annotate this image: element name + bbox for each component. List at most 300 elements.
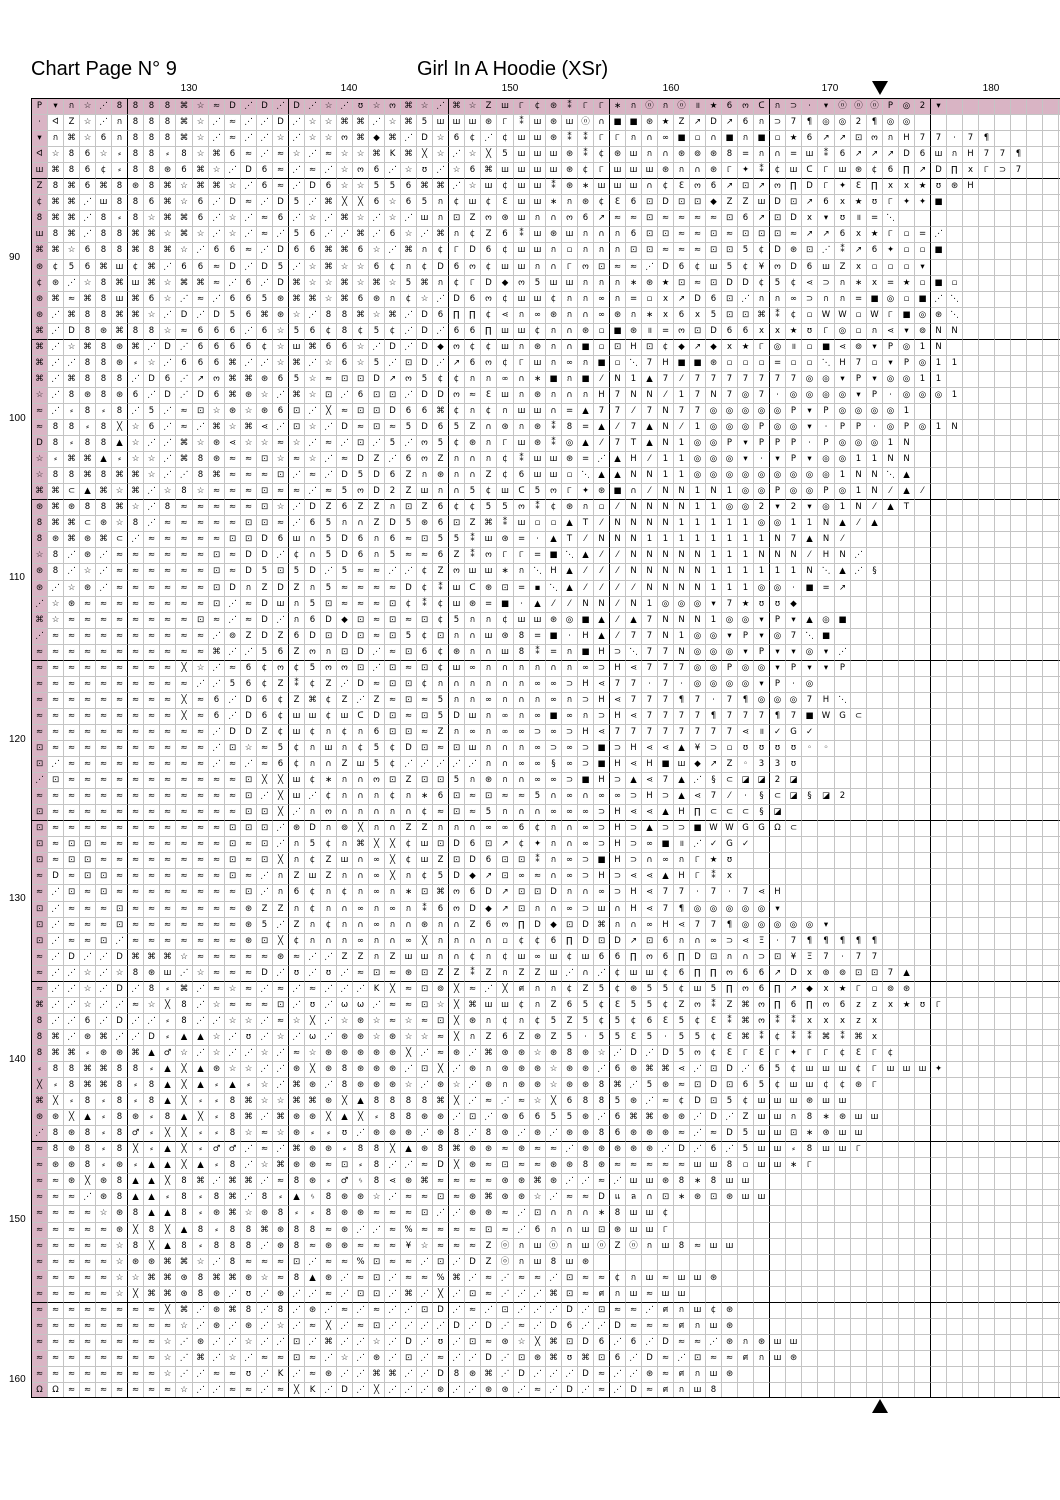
stitch-cell: ★ bbox=[785, 323, 801, 339]
stitch-cell: 8 bbox=[47, 419, 63, 435]
stitch-cell: 8 bbox=[95, 371, 111, 387]
stitch-cell: H bbox=[577, 676, 593, 692]
stitch-cell: ◎ bbox=[753, 917, 769, 933]
stitch-cell: 8 bbox=[192, 451, 208, 467]
stitch-cell: N bbox=[801, 563, 817, 580]
stitch-cell bbox=[801, 1238, 817, 1254]
stitch-cell: ≈ bbox=[272, 1254, 288, 1270]
stitch-cell: Z bbox=[320, 676, 336, 692]
stitch-cell: ⋰ bbox=[288, 515, 304, 531]
stitch-cell: ◎ bbox=[753, 403, 769, 419]
stitch-cell: D bbox=[416, 419, 432, 435]
stitch-cell: ⋖ bbox=[657, 740, 673, 756]
stitch-cell: ⊛ bbox=[609, 1222, 625, 1238]
stitch-cell: ¢ bbox=[496, 612, 513, 628]
stitch-cell: ୮ bbox=[882, 194, 898, 210]
stitch-cell bbox=[1010, 387, 1026, 403]
stitch-cell: ʊ bbox=[753, 740, 769, 756]
stitch-cell: ⸗ bbox=[192, 1238, 208, 1254]
stitch-cell bbox=[689, 1205, 705, 1222]
stitch-cell: ⋰ bbox=[127, 531, 143, 547]
stitch-cell: ≈ bbox=[79, 1302, 95, 1318]
stitch-cell: ⋰ bbox=[464, 1125, 480, 1141]
stitch-cell: ⊂ bbox=[705, 804, 721, 820]
stitch-cell bbox=[1042, 676, 1058, 692]
stitch-cell bbox=[946, 1173, 962, 1189]
stitch-cell bbox=[1042, 1093, 1058, 1109]
stitch-cell: 7 bbox=[657, 371, 673, 387]
stitch-cell: ☆ bbox=[304, 130, 320, 146]
stitch-cell: ╳ bbox=[448, 1093, 464, 1109]
stitch-cell: ก bbox=[545, 820, 561, 836]
stitch-cell: P bbox=[834, 660, 850, 676]
stitch-cell: ш bbox=[513, 949, 529, 965]
stitch-cell: ⌘ bbox=[336, 210, 352, 226]
stitch-cell: ≈ bbox=[31, 419, 47, 435]
stitch-cell: D bbox=[224, 724, 240, 740]
stitch-cell bbox=[1042, 1157, 1058, 1173]
stitch-cell bbox=[994, 291, 1010, 307]
stitch-cell bbox=[898, 949, 914, 965]
stitch-cell: ⸗ bbox=[79, 1045, 95, 1061]
stitch-cell: ⋰ bbox=[480, 130, 496, 146]
stitch-cell: ⊡ bbox=[256, 804, 272, 820]
stitch-cell: ⊃ bbox=[561, 772, 577, 788]
stitch-cell bbox=[866, 596, 882, 612]
stitch-cell: ⊡ bbox=[256, 515, 272, 531]
stitch-cell: ⌘ bbox=[175, 451, 192, 467]
stitch-cell: ⋅ bbox=[769, 387, 785, 403]
stitch-cell: 6 bbox=[432, 788, 448, 804]
stitch-cell: 7 bbox=[721, 708, 737, 724]
stitch-cell bbox=[978, 1029, 994, 1045]
stitch-cell bbox=[817, 820, 834, 836]
stitch-cell: ⋰ bbox=[256, 1061, 272, 1077]
stitch-cell: ⋰ bbox=[272, 836, 288, 852]
stitch-cell: ⋰ bbox=[432, 756, 448, 772]
stitch-cell: 8 bbox=[513, 628, 529, 644]
stitch-cell: ก bbox=[320, 884, 336, 901]
stitch-cell: ⁑ bbox=[529, 499, 545, 515]
stitch-cell: ≈ bbox=[513, 1157, 529, 1173]
stitch-cell: ≈ bbox=[95, 708, 111, 724]
stitch-cell: ⊡ bbox=[224, 531, 240, 547]
stitch-cell: 7 bbox=[978, 146, 994, 162]
stitch-cell: ▾ bbox=[753, 612, 769, 628]
stitch-cell: ⌘ bbox=[288, 1093, 304, 1109]
stitch-cell: ≈ bbox=[320, 371, 336, 387]
stitch-cell: ⋰ bbox=[304, 483, 320, 499]
stitch-cell: ≈ bbox=[529, 1157, 545, 1173]
stitch-cell: ⊛ bbox=[561, 1157, 577, 1173]
stitch-cell bbox=[946, 836, 962, 852]
stitch-cell: 8 bbox=[127, 1061, 143, 1077]
stitch-cell: P bbox=[769, 612, 785, 628]
stitch-cell bbox=[882, 884, 898, 901]
stitch-cell bbox=[914, 531, 930, 547]
stitch-cell bbox=[801, 868, 817, 884]
stitch-cell: ☆ bbox=[432, 130, 448, 146]
stitch-cell: ⋅ bbox=[785, 676, 801, 692]
stitch-cell: ⊡ bbox=[480, 836, 496, 852]
stitch-cell: ω bbox=[304, 1029, 320, 1045]
stitch-cell: ¢ bbox=[609, 1270, 625, 1286]
stitch-cell: ¢ bbox=[448, 194, 464, 210]
stitch-cell: ⋰ bbox=[159, 307, 175, 323]
stitch-cell: ◪ bbox=[737, 772, 753, 788]
stitch-cell: ⋰ bbox=[256, 114, 272, 130]
row-label-110: 110 bbox=[9, 572, 25, 583]
stitch-cell: ■ bbox=[609, 114, 625, 130]
stitch-cell: ⁄ bbox=[609, 547, 625, 563]
stitch-cell: ⊃ bbox=[657, 788, 673, 804]
stitch-cell bbox=[994, 547, 1010, 563]
stitch-cell: ☆ bbox=[352, 355, 368, 371]
stitch-cell bbox=[962, 1029, 978, 1045]
stitch-cell bbox=[1010, 1045, 1026, 1061]
stitch-cell bbox=[930, 772, 946, 788]
stitch-cell: ก bbox=[368, 949, 384, 965]
stitch-cell: ∞ bbox=[561, 740, 577, 756]
stitch-cell: ∞ bbox=[352, 933, 368, 949]
stitch-cell bbox=[866, 628, 882, 644]
stitch-cell: ⋰ bbox=[288, 804, 304, 820]
stitch-cell: ↗ bbox=[689, 114, 705, 130]
stitch-cell: 2 bbox=[769, 772, 785, 788]
stitch-cell: ⊛ bbox=[111, 1045, 127, 1061]
stitch-cell bbox=[1042, 820, 1058, 836]
stitch-cell: 6 bbox=[192, 323, 208, 339]
stitch-cell bbox=[914, 804, 930, 820]
stitch-cell: N bbox=[641, 467, 657, 483]
stitch-cell: ◎ bbox=[721, 612, 737, 628]
stitch-cell: ୮ bbox=[850, 1141, 866, 1157]
stitch-cell: 1 bbox=[850, 451, 866, 467]
stitch-cell: ⊛ bbox=[384, 1077, 400, 1093]
stitch-cell: ≈ bbox=[63, 917, 79, 933]
stitch-cell: Z bbox=[721, 756, 737, 772]
stitch-cell: ก bbox=[769, 98, 785, 114]
stitch-cell bbox=[930, 451, 946, 467]
stitch-cell: ¢ bbox=[593, 997, 609, 1013]
stitch-cell: ≈ bbox=[175, 628, 192, 644]
stitch-cell: D bbox=[930, 162, 946, 178]
stitch-cell bbox=[817, 724, 834, 740]
stitch-cell: 7 bbox=[994, 146, 1010, 162]
stitch-cell: 8 bbox=[63, 387, 79, 403]
stitch-cell: ¢ bbox=[513, 933, 529, 949]
stitch-cell: แ bbox=[609, 1189, 625, 1205]
stitch-cell: ⊡ bbox=[384, 660, 400, 676]
stitch-cell bbox=[1026, 146, 1042, 162]
stitch-cell: x bbox=[882, 178, 898, 194]
stitch-cell: ≈ bbox=[31, 403, 47, 419]
stitch-cell: ⊛ bbox=[79, 547, 95, 563]
stitch-cell: 5 bbox=[304, 660, 320, 676]
stitch-cell: ⊛ bbox=[159, 162, 175, 178]
stitch-cell: 6 bbox=[914, 146, 930, 162]
stitch-cell: 6 bbox=[224, 323, 240, 339]
stitch-cell bbox=[834, 836, 850, 852]
stitch-cell: ⁄ bbox=[625, 403, 641, 419]
stitch-cell: ☆ bbox=[240, 1013, 256, 1029]
stitch-cell: ш bbox=[529, 467, 545, 483]
stitch-cell: 6 bbox=[609, 1061, 625, 1077]
stitch-cell: ⋰ bbox=[208, 628, 224, 644]
stitch-cell: ⋅ bbox=[31, 114, 47, 130]
stitch-cell: ⋖ bbox=[625, 868, 641, 884]
stitch-cell: ⋰ bbox=[336, 98, 352, 114]
stitch-cell: 8 bbox=[47, 467, 63, 483]
stitch-cell: ⋰ bbox=[448, 756, 464, 772]
stitch-cell: ↗ bbox=[753, 210, 769, 226]
stitch-cell: ≈ bbox=[63, 628, 79, 644]
stitch-cell bbox=[1026, 259, 1042, 275]
stitch-cell: ≈ bbox=[464, 804, 480, 820]
stitch-cell: ш bbox=[657, 1238, 673, 1254]
stitch-cell: ⊡ bbox=[272, 467, 288, 483]
stitch-cell: ≈ bbox=[95, 804, 111, 820]
stitch-cell: ▾ bbox=[769, 644, 785, 660]
stitch-cell: 8 bbox=[368, 1173, 384, 1189]
stitch-cell: ⋖ bbox=[641, 901, 657, 917]
stitch-cell: ◎ bbox=[866, 435, 882, 451]
stitch-cell: ⊡ bbox=[769, 226, 785, 242]
stitch-cell: 5 bbox=[256, 291, 272, 307]
stitch-cell bbox=[1010, 1141, 1026, 1157]
stitch-cell: ▲ bbox=[224, 1077, 240, 1093]
stitch-cell: ୮ bbox=[817, 323, 834, 339]
stitch-cell: ≈ bbox=[400, 997, 416, 1013]
stitch-cell: ≈ bbox=[127, 901, 143, 917]
stitch-cell: ≈ bbox=[689, 275, 705, 291]
stitch-cell bbox=[962, 756, 978, 772]
stitch-cell bbox=[1042, 1254, 1058, 1270]
stitch-cell: ≈ bbox=[175, 515, 192, 531]
stitch-cell bbox=[882, 740, 898, 756]
stitch-cell: 1 bbox=[705, 612, 721, 628]
stitch-cell: ≈ bbox=[192, 740, 208, 756]
stitch-cell: ⋰ bbox=[192, 242, 208, 259]
stitch-cell: ∩ bbox=[769, 146, 785, 162]
stitch-cell: ⋰ bbox=[625, 1077, 641, 1093]
stitch-cell: ⋅ bbox=[882, 387, 898, 403]
stitch-cell bbox=[1042, 596, 1058, 612]
stitch-cell: ≈ bbox=[513, 1270, 529, 1286]
stitch-cell: ш bbox=[561, 226, 577, 242]
stitch-cell: ≈ bbox=[95, 772, 111, 788]
stitch-cell: ⌘ bbox=[464, 997, 480, 1013]
stitch-cell: ¶ bbox=[673, 692, 689, 708]
stitch-cell: 8 bbox=[143, 114, 159, 130]
stitch-cell: ⊃ bbox=[801, 291, 817, 307]
stitch-cell: % bbox=[400, 1222, 416, 1238]
stitch-cell bbox=[850, 917, 866, 933]
stitch-cell: ≈ bbox=[47, 676, 63, 692]
stitch-cell: ▫ bbox=[769, 130, 785, 146]
stitch-cell: 6 bbox=[400, 403, 416, 419]
stitch-cell bbox=[1010, 965, 1026, 981]
stitch-cell: 8 bbox=[31, 1013, 47, 1029]
stitch-cell: ≈ bbox=[31, 1222, 47, 1238]
stitch-cell: ■ bbox=[866, 291, 882, 307]
stitch-cell: 7 bbox=[737, 371, 753, 387]
stitch-cell: ก bbox=[47, 130, 63, 146]
stitch-cell bbox=[962, 563, 978, 580]
stitch-cell: 6 bbox=[753, 981, 769, 997]
stitch-cell: ¢ bbox=[545, 499, 561, 515]
stitch-cell: ⋰ bbox=[240, 644, 256, 660]
stitch-cell: ☆ bbox=[352, 259, 368, 275]
stitch-cell bbox=[850, 740, 866, 756]
stitch-cell bbox=[1010, 708, 1026, 724]
stitch-cell: ୮ bbox=[577, 98, 593, 114]
stitch-cell bbox=[962, 259, 978, 275]
stitch-cell bbox=[1010, 531, 1026, 547]
stitch-cell bbox=[962, 740, 978, 756]
stitch-cell bbox=[1026, 178, 1042, 194]
stitch-cell: Ɛ bbox=[625, 1029, 641, 1045]
stitch-cell: 8 bbox=[31, 531, 47, 547]
stitch-cell: 1 bbox=[914, 339, 930, 355]
stitch-cell: ≈ bbox=[111, 612, 127, 628]
stitch-cell: ⋖ bbox=[641, 772, 657, 788]
stitch-cell: ⊡ bbox=[111, 901, 127, 917]
stitch-cell: ≈ bbox=[240, 997, 256, 1013]
stitch-cell: ⌘ bbox=[240, 1173, 256, 1189]
stitch-cell: ∩ bbox=[496, 676, 513, 692]
stitch-cell: 6 bbox=[416, 403, 432, 419]
stitch-cell: ¢ bbox=[513, 836, 529, 852]
stitch-cell: D bbox=[304, 178, 320, 194]
stitch-cell: ¢ bbox=[609, 965, 625, 981]
stitch-cell: ▲ bbox=[641, 435, 657, 451]
stitch-cell: ⊛ bbox=[545, 114, 561, 130]
stitch-cell: ⊛ bbox=[416, 515, 432, 531]
stitch-cell: ⌘ bbox=[175, 114, 192, 130]
stitch-cell: Z bbox=[288, 644, 304, 660]
stitch-cell: 8 bbox=[272, 1205, 288, 1222]
stitch-cell: ш bbox=[561, 275, 577, 291]
stitch-cell: Z bbox=[272, 628, 288, 644]
stitch-cell bbox=[962, 275, 978, 291]
stitch-cell: ก bbox=[513, 563, 529, 580]
stitch-cell: ■ bbox=[834, 612, 850, 628]
stitch-cell: ≈ bbox=[143, 820, 159, 836]
stitch-cell bbox=[1026, 868, 1042, 884]
stitch-cell: § bbox=[753, 788, 769, 804]
stitch-cell: ∩ bbox=[464, 467, 480, 483]
stitch-cell: ⋰ bbox=[224, 708, 240, 724]
stitch-cell: ш bbox=[416, 836, 432, 852]
stitch-cell bbox=[866, 1222, 882, 1238]
stitch-cell: ◪ bbox=[769, 804, 785, 820]
stitch-cell: ก bbox=[464, 403, 480, 419]
stitch-cell: ↗ bbox=[834, 130, 850, 146]
stitch-cell bbox=[817, 676, 834, 692]
stitch-cell: ⋰ bbox=[256, 884, 272, 901]
stitch-cell: ≈ bbox=[143, 724, 159, 740]
stitch-cell: ∩ bbox=[641, 852, 657, 868]
stitch-cell: 1 bbox=[721, 515, 737, 531]
stitch-cell: ◎ bbox=[817, 387, 834, 403]
stitch-cell bbox=[962, 788, 978, 804]
stitch-cell: ¢ bbox=[320, 788, 336, 804]
stitch-cell: ◎ bbox=[737, 467, 753, 483]
stitch-cell: ⋰ bbox=[175, 387, 192, 403]
stitch-cell: ≈ bbox=[175, 901, 192, 917]
stitch-cell: ≈ bbox=[175, 933, 192, 949]
stitch-cell: 8 bbox=[143, 1077, 159, 1093]
stitch-cell bbox=[1042, 1238, 1058, 1254]
stitch-cell bbox=[1010, 612, 1026, 628]
stitch-cell: ☆ bbox=[545, 1077, 561, 1093]
stitch-cell: ≈ bbox=[256, 1254, 272, 1270]
stitch-cell bbox=[785, 1173, 801, 1189]
stitch-cell bbox=[1010, 178, 1026, 194]
stitch-cell: ⊛ bbox=[625, 1093, 641, 1109]
stitch-cell: ▾ bbox=[801, 419, 817, 435]
stitch-cell bbox=[737, 852, 753, 868]
stitch-cell: D bbox=[368, 371, 384, 387]
stitch-cell: 8 bbox=[127, 130, 143, 146]
stitch-cell: ☆ bbox=[47, 596, 63, 612]
stitch-cell bbox=[705, 1254, 721, 1270]
stitch-cell: 6 bbox=[256, 323, 272, 339]
stitch-cell: ⌘ bbox=[47, 242, 63, 259]
stitch-cell: ≈ bbox=[143, 547, 159, 563]
stitch-cell: ก bbox=[593, 242, 609, 259]
stitch-cell bbox=[866, 1157, 882, 1173]
stitch-cell: ш bbox=[352, 756, 368, 772]
stitch-cell: 6 bbox=[272, 371, 288, 387]
stitch-cell: ¢ bbox=[785, 1061, 801, 1077]
stitch-cell: ≈ bbox=[240, 949, 256, 965]
stitch-cell bbox=[721, 1254, 737, 1270]
stitch-cell: ▫ bbox=[898, 242, 914, 259]
stitch-cell bbox=[834, 1189, 850, 1205]
stitch-cell: ◆ bbox=[545, 917, 561, 933]
stitch-cell: ▾ bbox=[866, 339, 882, 355]
stitch-cell: ≈ bbox=[192, 772, 208, 788]
stitch-cell bbox=[962, 804, 978, 820]
stitch-cell: ⊡ bbox=[641, 242, 657, 259]
stitch-cell bbox=[866, 1141, 882, 1157]
stitch-cell: ∩ bbox=[561, 836, 577, 852]
stitch-cell: ∞ bbox=[529, 708, 545, 724]
stitch-cell: ¥ bbox=[785, 949, 801, 965]
stitch-cell: ⊂ bbox=[850, 708, 866, 724]
stitch-cell bbox=[994, 114, 1010, 130]
stitch-cell: ▲ bbox=[641, 371, 657, 387]
stitch-cell bbox=[994, 917, 1010, 933]
stitch-cell: ¢ bbox=[657, 178, 673, 194]
stitch-cell bbox=[882, 1254, 898, 1270]
stitch-cell: ⊡ bbox=[352, 403, 368, 419]
stitch-cell: ⁄ bbox=[545, 596, 561, 612]
stitch-cell: ⊛ bbox=[480, 1205, 496, 1222]
stitch-cell bbox=[1010, 1013, 1026, 1029]
stitch-cell: 7 bbox=[753, 371, 769, 387]
stitch-cell: 8 bbox=[143, 130, 159, 146]
stitch-cell: 5 bbox=[336, 563, 352, 580]
stitch-cell: ⌘ bbox=[47, 1045, 63, 1061]
stitch-cell: N bbox=[609, 515, 625, 531]
stitch-cell: ∩ bbox=[320, 933, 336, 949]
stitch-cell: ∞ bbox=[561, 788, 577, 804]
stitch-cell: ⊡ bbox=[336, 371, 352, 387]
stitch-cell: ⊛ bbox=[561, 178, 577, 194]
